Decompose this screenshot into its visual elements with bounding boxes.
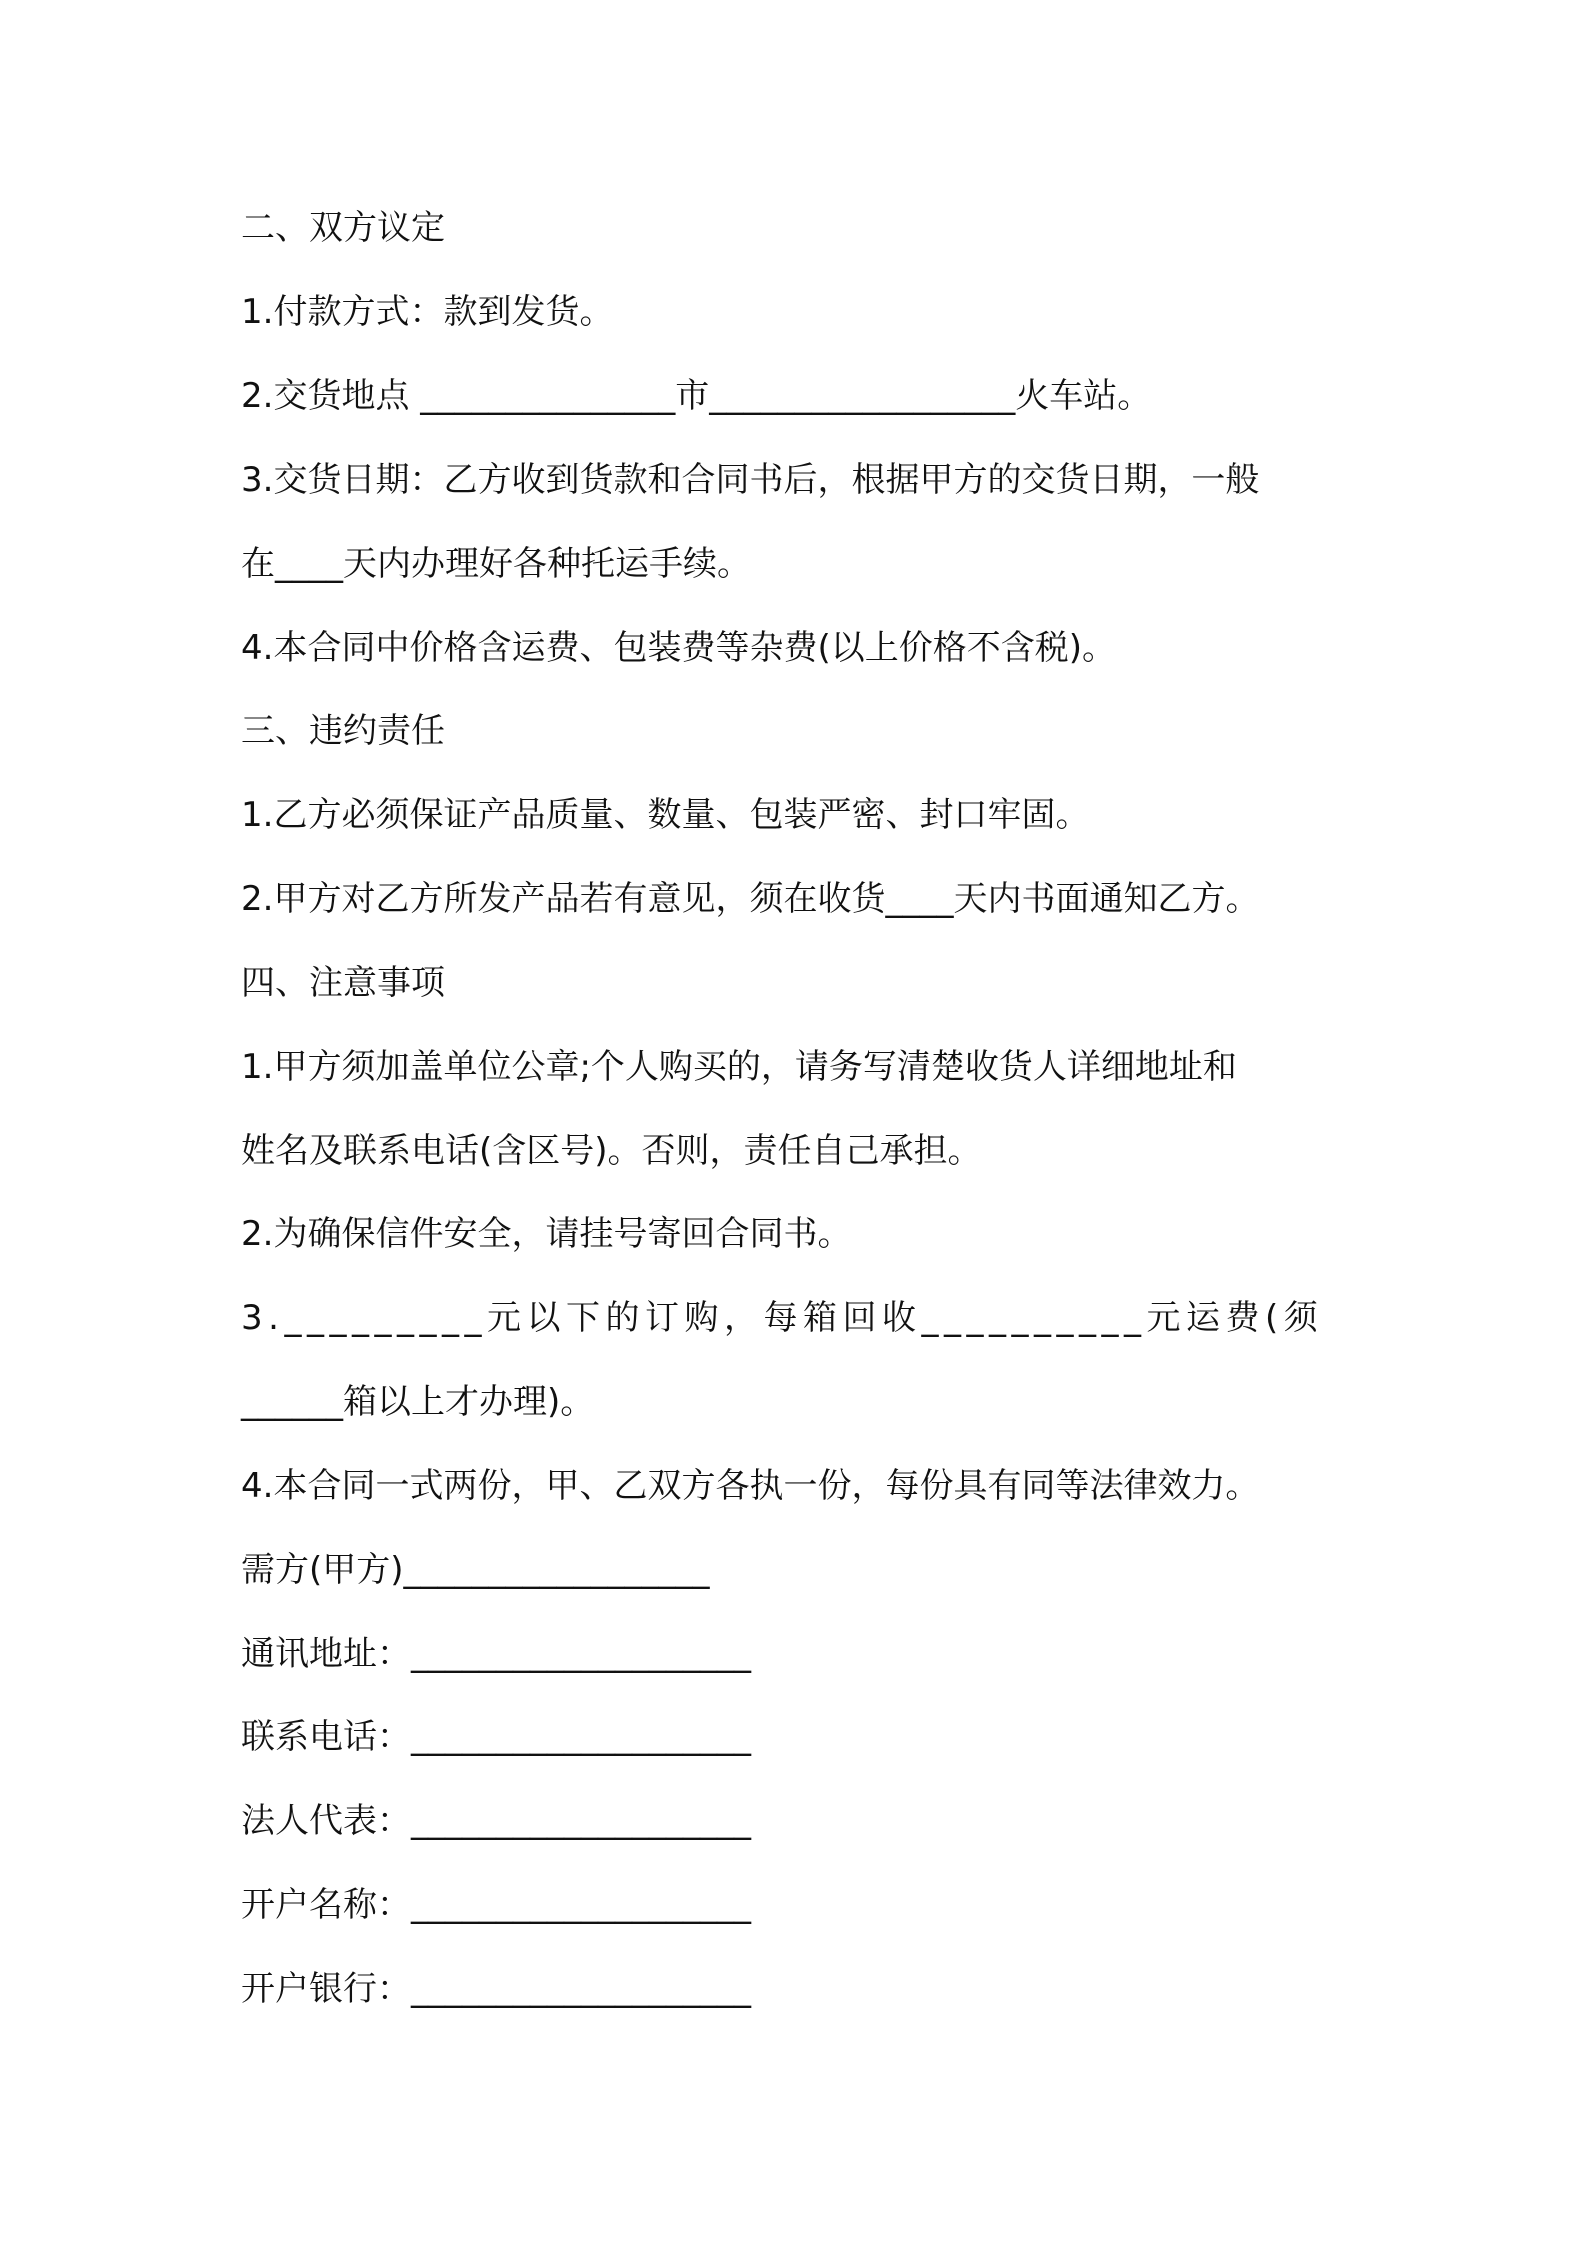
clause-payment-method: 1.付款方式：款到发货。 <box>241 292 614 332</box>
clause-price-includes: 4.本合同中价格含运费、包装费等杂费(以上价格不含税)。 <box>241 628 1116 668</box>
section-heading-notes: 四、注意事项 <box>241 963 445 1003</box>
note-copies: 4.本合同一式两份，甲、乙双方各执一份，每份具有同等法律效力。 <box>241 1466 1260 1506</box>
clause-delivery-date-line-1: 3.交货日期：乙方收到货款和合同书后，根据甲方的交货日期，一般 <box>241 460 1260 500</box>
note-freight-line-2: ______箱以上才办理)。 <box>241 1382 595 1422</box>
field-address: 通讯地址：____________________ <box>241 1634 751 1674</box>
note-seal-line-2: 姓名及联系电话(含区号)。否则，责任自己承担。 <box>241 1131 982 1171</box>
field-bank: 开户银行：____________________ <box>241 1969 751 2009</box>
note-registered-mail: 2.为确保信件安全，请挂号寄回合同书。 <box>241 1214 852 1254</box>
note-seal-line-1: 1.甲方须加盖单位公章;个人购买的，请务写清楚收货人详细地址和 <box>241 1047 1237 1087</box>
clause-quality-guarantee: 1.乙方必须保证产品质量、数量、包装严密、封口牢固。 <box>241 795 1090 835</box>
clause-delivery-location: 2.交货地点 _______________市__________________火车站。 <box>241 376 1152 416</box>
field-account-name: 开户名称：____________________ <box>241 1885 751 1925</box>
section-heading-liability: 三、违约责任 <box>241 711 445 751</box>
field-legal-representative: 法人代表：____________________ <box>241 1801 751 1841</box>
section-heading-mutual-agreement: 二、双方议定 <box>241 208 445 248</box>
clause-delivery-date-line-2: 在____天内办理好各种托运手续。 <box>241 544 751 584</box>
field-phone: 联系电话：____________________ <box>241 1717 751 1757</box>
field-buyer: 需方(甲方)__________________ <box>241 1550 710 1590</box>
clause-objection-notice: 2.甲方对乙方所发产品若有意见，须在收货____天内书面通知乙方。 <box>241 879 1260 919</box>
note-freight-line-1: 3._________元以下的订购，每箱回收__________元运费(须 <box>241 1298 1324 1338</box>
